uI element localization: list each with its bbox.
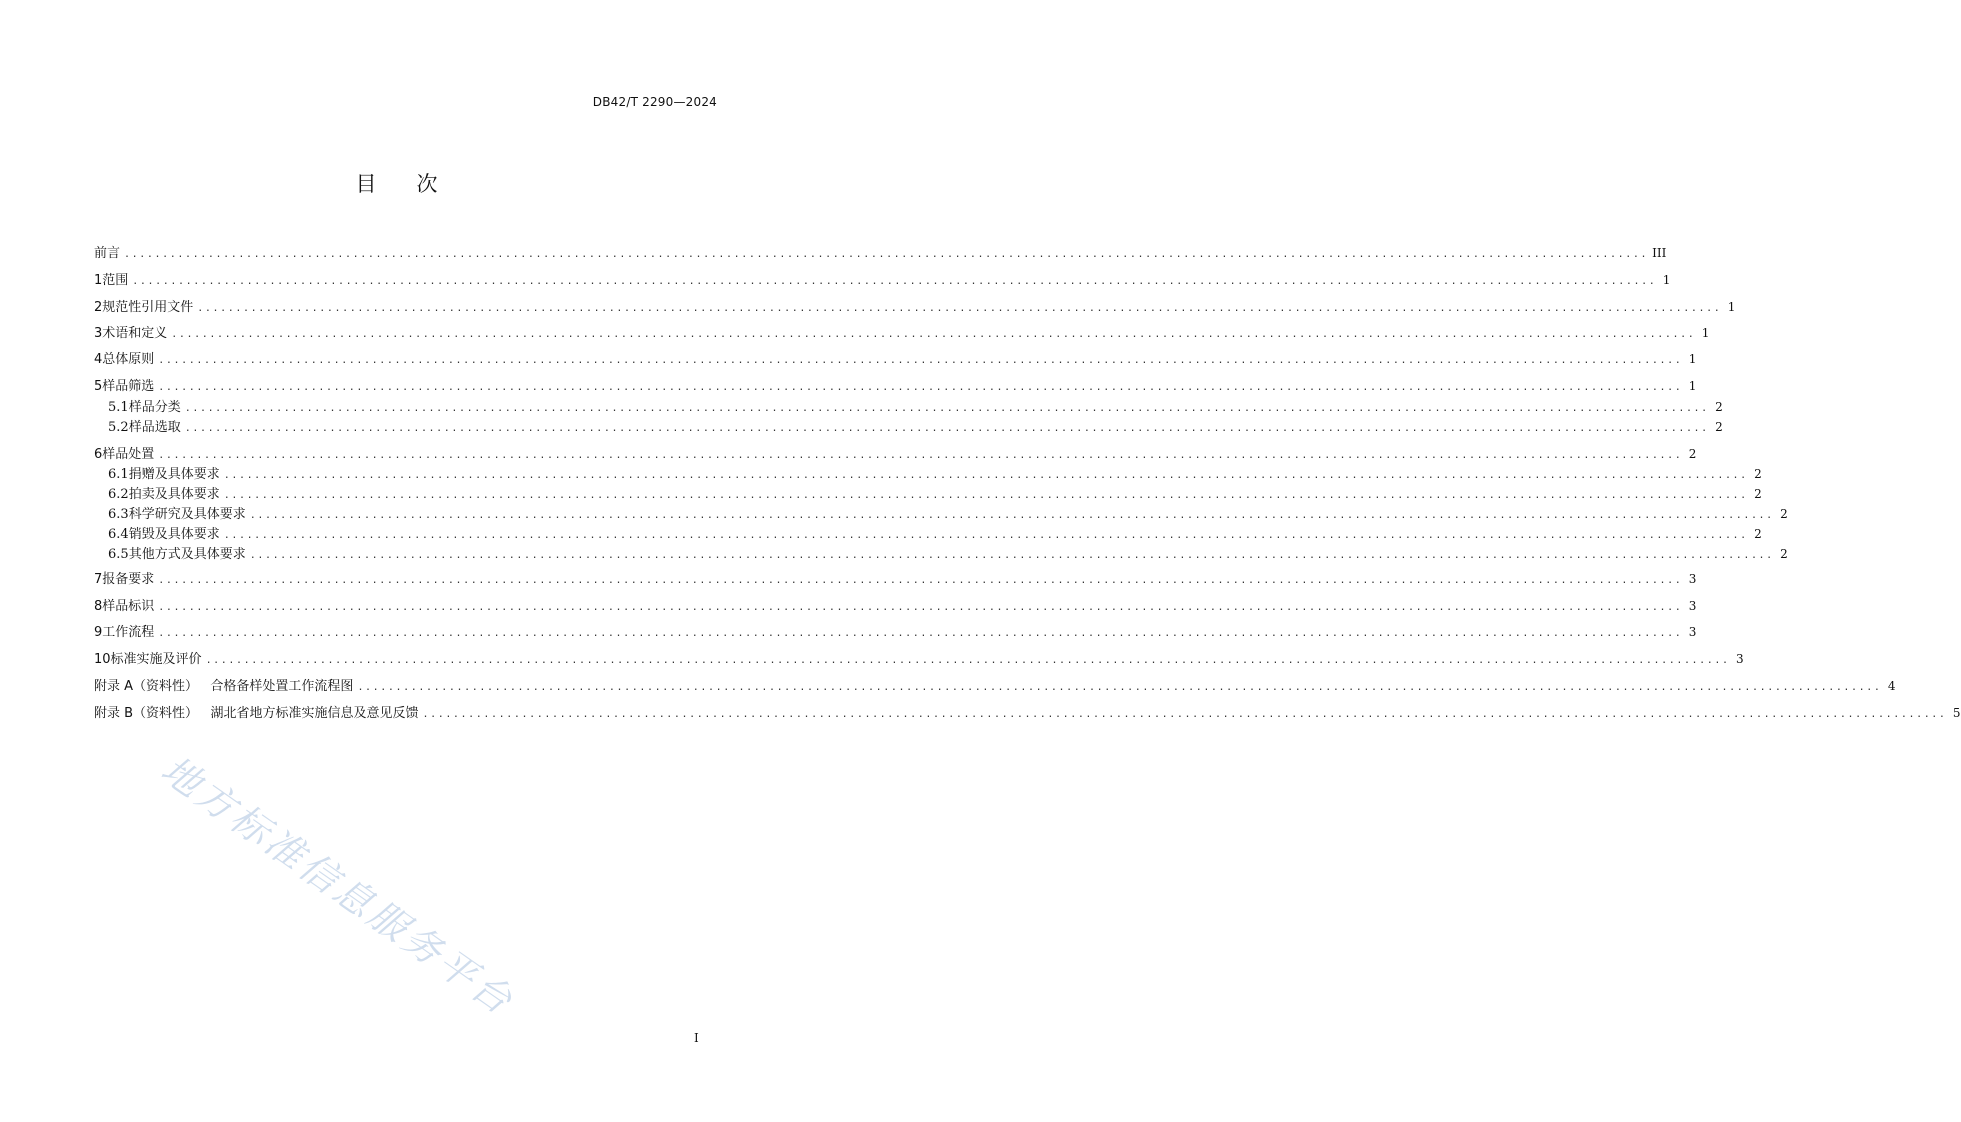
toc-entry-label: 销毁及具体要求 [128,527,220,542]
toc-leader-dots: ........................................................................................................................................................................................................ [158,450,1683,461]
toc-entry[interactable] [94,348,1697,367]
toc-entry-label: 附录 B（资料性） 湖北省地方标准实施信息及意见反馈 [94,706,419,721]
toc-entry[interactable] [94,595,1697,614]
toc-entry[interactable] [94,269,1671,288]
toc-entry-label: 样品筛选 [102,379,155,394]
toc-entry-page: 3 [1688,599,1697,613]
toc-entry-number: 5 [94,379,103,394]
toc-leader-dots: ........................................................................................................................................................................................................ [158,382,1683,393]
toc-entry[interactable] [94,322,1710,341]
toc-leader-dots: ........................................................................................................................................................................................................ [184,423,1709,434]
toc-entry-page: 1 [1688,352,1697,366]
toc-entry-label: 总体原则 [102,352,155,367]
toc-leader-dots: ........................................................................................................................................................................................................ [249,510,1774,521]
toc-entry-page: 2 [1780,547,1788,561]
toc-entry-page: 3 [1688,625,1697,639]
toc-entry-number: 6.2 [108,487,129,502]
page-title: 目 次 [355,172,438,196]
toc-entry[interactable] [94,503,1788,522]
toc-entry-label: 标准实施及评价 [110,652,202,667]
toc-entry[interactable] [94,702,1961,721]
toc-entry-label: 附录 A（资料性） 合格备样处置工作流程图 [94,679,354,694]
toc-entry[interactable] [94,543,1788,562]
toc-entry-label: 报备要求 [102,572,155,587]
toc-entry-label: 拍卖及具体要求 [128,487,220,502]
toc-leader-dots: ........................................................................................................................................................................................................ [357,682,1882,693]
toc-entry-number: 9 [94,625,103,640]
toc-entry-page: 5 [1952,706,1961,720]
toc-entry-number: 1 [94,273,103,288]
toc-entry[interactable] [94,568,1697,587]
toc-entry-label: 样品选取 [128,420,181,435]
toc-entry-page: 1 [1701,326,1710,340]
toc-entry-page: 4 [1887,679,1896,693]
toc-leader-dots: ........................................................................................................................................................................................................ [158,355,1683,366]
toc-entry-page: 1 [1662,273,1671,287]
toc-entry[interactable] [94,621,1697,640]
footer-page-number: I [694,1031,699,1045]
toc-entry[interactable] [94,463,1762,482]
toc-entry-page: 2 [1754,527,1762,541]
toc-leader-dots: ........................................................................................................................................................................................................ [124,249,1649,260]
toc-leader-dots: ........................................................................................................................................................................................................ [132,276,1657,287]
toc-entry-number: 6 [94,447,103,462]
toc-leader-dots: ........................................................................................................................................................................................................ [223,490,1748,501]
toc-leader-dots: ........................................................................................................................................................................................................ [184,403,1709,414]
toc-entry[interactable] [94,648,1744,667]
toc-leader-dots: ........................................................................................................................................................................................................ [158,575,1683,586]
toc-entry-label: 术语和定义 [102,326,168,341]
toc-leader-dots: ........................................................................................................................................................................................................ [422,709,1947,720]
toc-entry-page: III [1652,246,1667,260]
toc-entry-label: 捐赠及具体要求 [128,467,220,482]
toc-entry-label: 工作流程 [102,625,155,640]
toc-entry-number: 6.5 [108,547,129,562]
toc-entry-number: 6.4 [108,527,129,542]
toc-entry-label: 规范性引用文件 [102,300,194,315]
toc-entry-label: 样品分类 [128,400,181,415]
toc-entry[interactable] [94,396,1723,415]
toc-entry-page: 2 [1754,467,1762,481]
toc-entry-number: 5.1 [108,400,129,415]
toc-leader-dots: ........................................................................................................................................................................................................ [158,602,1683,613]
toc-entry[interactable] [94,375,1697,394]
toc-entry-label: 前言 [94,246,121,261]
toc-leader-dots: ........................................................................................................................................................................................................ [158,628,1683,639]
toc-entry-number: 10 [94,652,111,667]
toc-entry[interactable] [94,483,1762,502]
toc-entry[interactable] [94,675,1896,694]
toc-entry-page: 1 [1688,379,1697,393]
toc-entry-number: 6.3 [108,507,129,522]
watermark: 地方标准信息服务平台 [153,747,523,1025]
toc-entry-label: 样品处置 [102,447,155,462]
toc-entry-page: 2 [1754,487,1762,501]
toc-leader-dots: ........................................................................................................................................................................................................ [249,550,1774,561]
toc-entry-number: 8 [94,599,103,614]
toc-entry-number: 3 [94,326,103,341]
toc-entry-page: 2 [1780,507,1788,521]
document-code: DB42/T 2290—2024 [592,95,717,109]
toc-leader-dots: ........................................................................................................................................................................................................ [223,470,1748,481]
toc-entry-label: 其他方式及具体要求 [128,547,246,562]
toc-entry-page: 3 [1736,652,1744,666]
toc-entry-number: 2 [94,300,103,315]
toc-entry[interactable] [94,523,1762,542]
toc-leader-dots: ........................................................................................................................................................................................................ [205,655,1730,666]
toc-entry-number: 6.1 [108,467,129,482]
toc-entry-page: 2 [1688,447,1697,461]
toc-entry-page: 1 [1727,300,1736,314]
toc-entry-page: 2 [1715,420,1723,434]
toc-leader-dots: ........................................................................................................................................................................................................ [197,303,1722,314]
toc-entry-label: 范围 [102,273,129,288]
toc-leader-dots: ........................................................................................................................................................................................................ [171,329,1696,340]
toc-entry-number: 7 [94,572,103,587]
toc-entry[interactable] [94,416,1723,435]
toc-entry-label: 科学研究及具体要求 [128,507,246,522]
toc-entry-label: 样品标识 [102,599,155,614]
toc-entry-number: 4 [94,352,103,367]
toc-entry[interactable] [94,296,1736,315]
toc-entry-page: 2 [1715,400,1723,414]
toc-leader-dots: ........................................................................................................................................................................................................ [223,530,1748,541]
toc-entry-page: 3 [1688,572,1697,586]
toc-entry-number: 5.2 [108,420,129,435]
toc-entry[interactable] [94,443,1697,462]
toc-entry[interactable] [94,242,1667,261]
